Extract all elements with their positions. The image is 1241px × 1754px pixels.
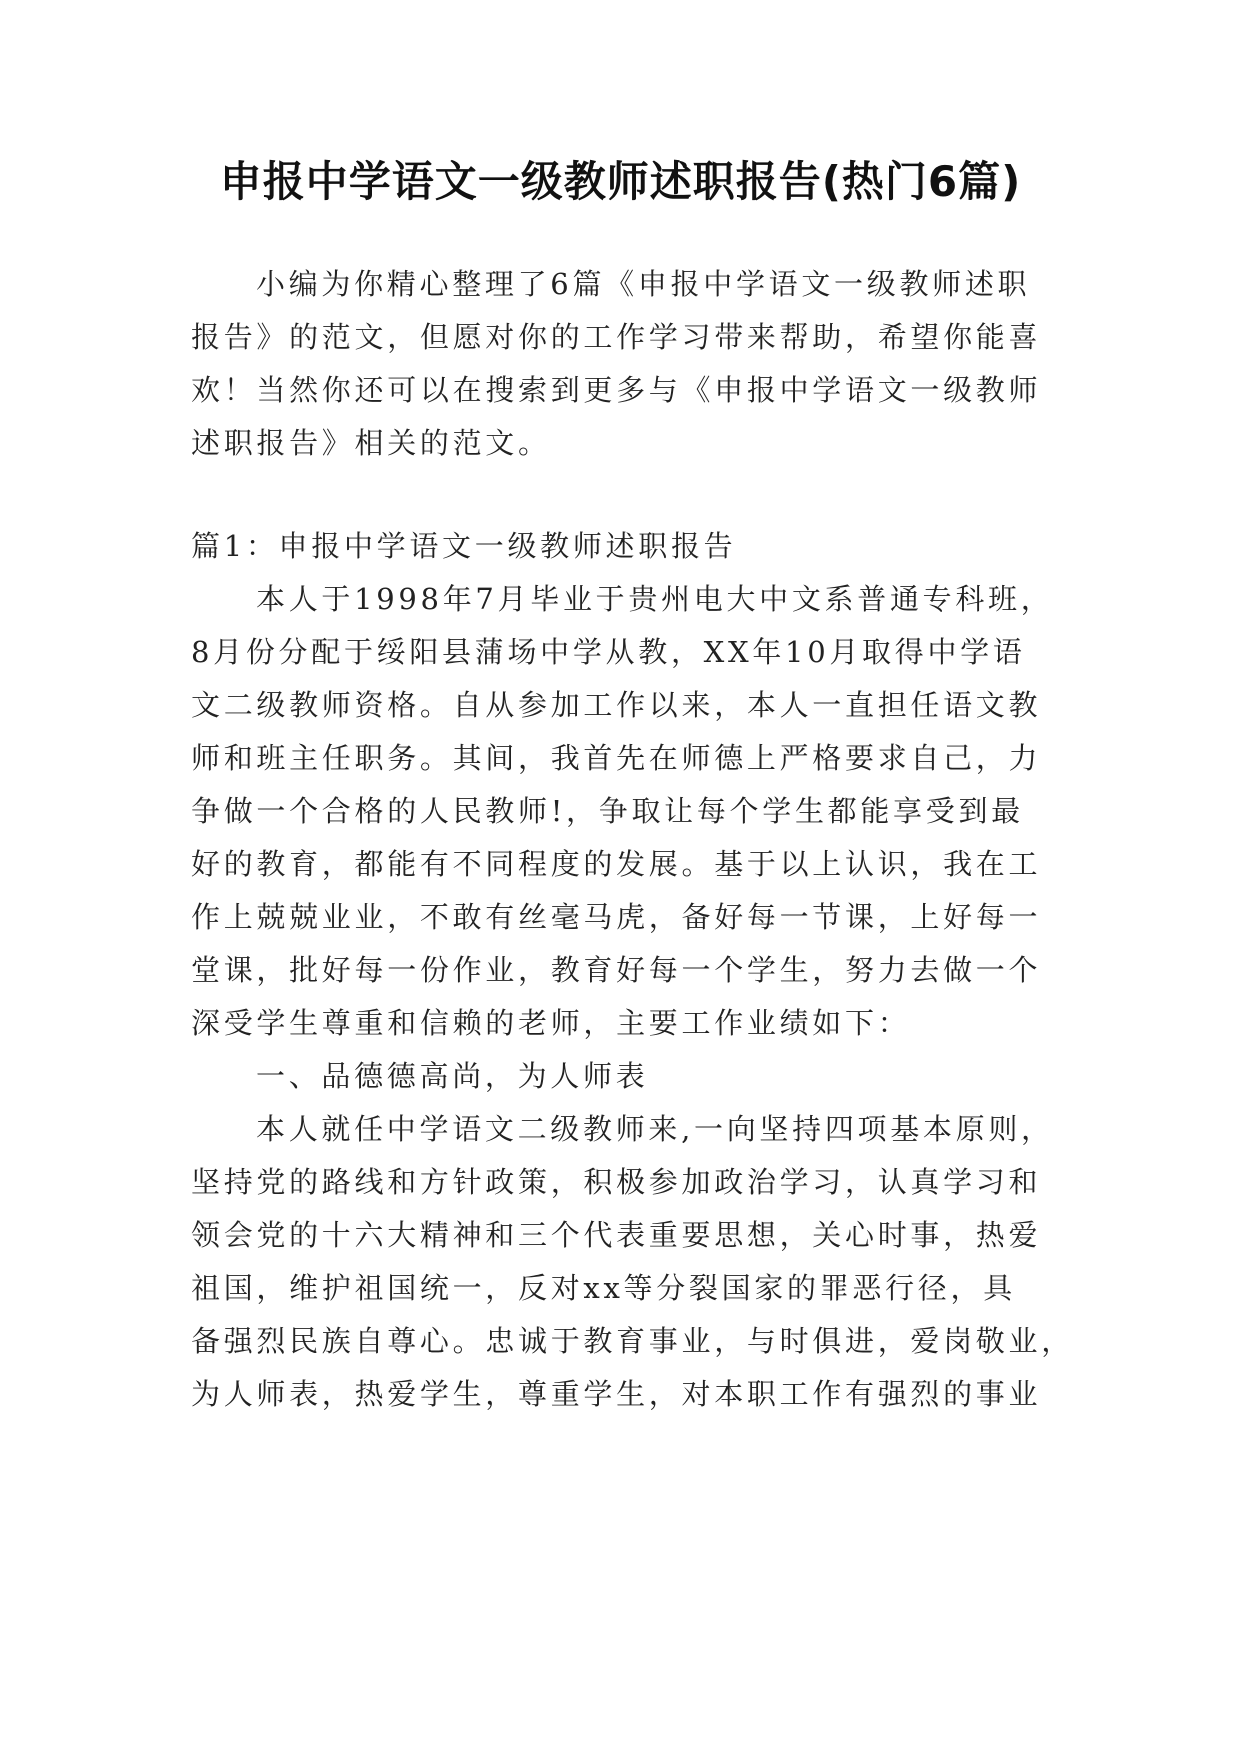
paragraph1-line-7: 作上兢兢业业，不敢有丝毫马虎，备好每一节课，上好每一: [191, 900, 1042, 934]
intro-line-3: 欢！当然你还可以在搜索到更多与《申报中学语文一级教师: [191, 373, 1042, 407]
paragraph1-line-5: 争做一个合格的人民教师!，争取让每个学生都能享受到最: [191, 794, 1024, 828]
paragraph2-line-4: 祖国，维护祖国统一，反对xx等分裂国家的罪恶行径，具: [191, 1271, 1016, 1305]
paragraph1-line-3: 文二级教师资格。自从参加工作以来，本人一直担任语文教: [191, 688, 1042, 722]
intro-line-2: 报告》的范文，但愿对你的工作学习带来帮助，希望你能喜: [191, 320, 1042, 354]
paragraph1-line-9: 深受学生尊重和信赖的老师，主要工作业绩如下：: [191, 1006, 911, 1040]
document-title: 申报中学语文一级教师述职报告(热门6篇): [219, 157, 1022, 206]
paragraph2-line-3: 领会党的十六大精神和三个代表重要思想，关心时事，热爱: [191, 1218, 1042, 1252]
paragraph1-line-6: 好的教育，都能有不同程度的发展。基于以上认识，我在工: [191, 847, 1042, 881]
paragraph2-line-5: 备强烈民族自尊心。忠诚于教育事业，与时俱进，爱岗敬业，: [191, 1324, 1074, 1358]
paragraph2-line-2: 坚持党的路线和方针政策，积极参加政治学习，认真学习和: [191, 1165, 1042, 1199]
section-heading: 篇1：申报中学语文一级教师述职报告: [191, 529, 737, 563]
paragraph2-line-1: 本人就任中学语文二级教师来,一向坚持四项基本原则，: [256, 1112, 1054, 1146]
paragraph2-line-6: 为人师表，热爱学生，尊重学生，对本职工作有强烈的事业: [191, 1377, 1042, 1411]
intro-line-1: 小编为你精心整理了6篇《申报中学语文一级教师述职: [256, 267, 1031, 301]
paragraph1-line-1: 本人于1998年7月毕业于贵州电大中文系普通专科班，: [256, 582, 1054, 616]
paragraph1-line-8: 堂课，批好每一份作业，教育好每一个学生，努力去做一个: [191, 953, 1042, 987]
subheading: 一、品德德高尚，为人师表: [256, 1059, 649, 1093]
paragraph1-line-4: 师和班主任职务。其间，我首先在师德上严格要求自己，力: [191, 741, 1042, 775]
paragraph1-line-2: 8月份分配于绥阳县蒲场中学从教，XX年10月取得中学语: [191, 635, 1026, 669]
intro-line-4: 述职报告》相关的范文。: [191, 426, 551, 460]
